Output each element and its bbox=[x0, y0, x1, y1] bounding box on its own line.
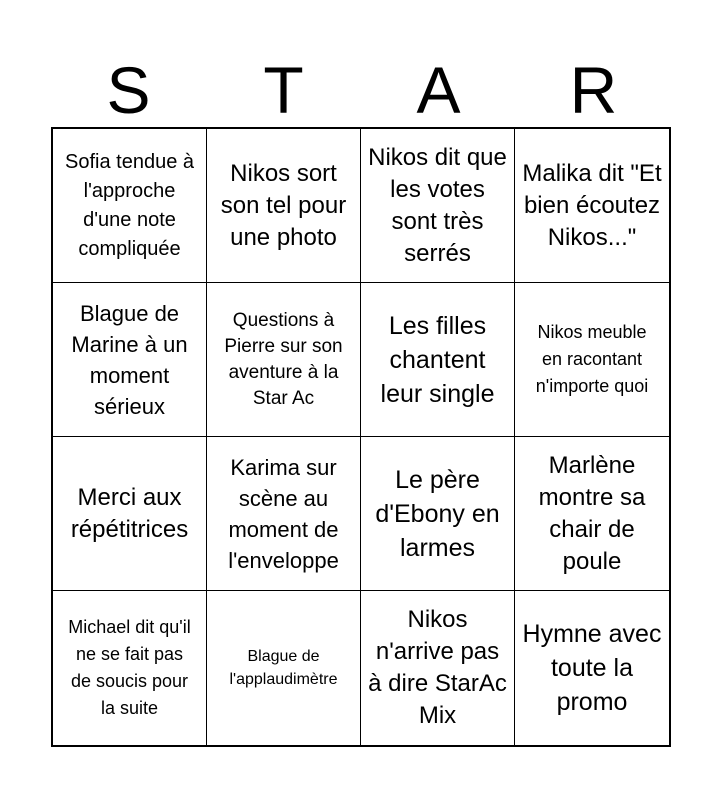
bingo-cell-text: Merci aux répétitrices bbox=[70, 483, 189, 543]
title-letter-a: A bbox=[416, 53, 461, 127]
bingo-cell-7[interactable] bbox=[361, 283, 515, 437]
bingo-cell-text: Le père d'Ebony en larmes bbox=[375, 465, 500, 562]
bingo-cell-10[interactable] bbox=[207, 437, 361, 591]
bingo-cell-4[interactable] bbox=[515, 129, 669, 283]
title-letter-r: R bbox=[569, 53, 618, 127]
bingo-cell-15[interactable] bbox=[361, 591, 515, 745]
bingo-cell-14[interactable] bbox=[207, 591, 361, 745]
bingo-cell-13[interactable] bbox=[53, 591, 207, 745]
bingo-cell-text: Les filles chantent leur single bbox=[380, 311, 495, 408]
bingo-cell-16[interactable] bbox=[515, 591, 669, 745]
bingo-cell-text: Malika dit "Et bien écoutez Nikos..." bbox=[522, 159, 662, 251]
bingo-cell-text: Blague de Marine à un moment sérieux bbox=[71, 300, 188, 419]
bingo-cell-text: Michael dit qu'il ne se fait pas de soucis pour la suite bbox=[68, 617, 191, 718]
bingo-cell-9[interactable] bbox=[53, 437, 207, 591]
bingo-cell-text: Nikos dit que les votes sont très serrés bbox=[368, 143, 507, 267]
bingo-cell-12[interactable] bbox=[515, 437, 669, 591]
bingo-cell-text: Nikos sort son tel pour une photo bbox=[220, 159, 347, 251]
bingo-cell-2[interactable] bbox=[207, 129, 361, 283]
title-letter-t: T bbox=[263, 53, 304, 127]
bingo-cell-text: Karima sur scène au moment de l'enveloppe bbox=[228, 454, 339, 573]
bingo-cell-8[interactable] bbox=[515, 283, 669, 437]
bingo-cell-text: Nikos n'arrive pas à dire StarAc Mix bbox=[368, 606, 507, 729]
bingo-cell-5[interactable] bbox=[53, 283, 207, 437]
bingo-cell-text: Sofia tendue à l'approche d'une note compliquée bbox=[65, 150, 194, 260]
bingo-grid bbox=[51, 127, 671, 747]
bingo-cell-1[interactable] bbox=[53, 129, 207, 283]
bingo-cell-text: Questions à Pierre sur son aventure à la Star Ac bbox=[224, 309, 343, 409]
bingo-cell-text: Hymne avec toute la promo bbox=[522, 620, 662, 716]
bingo-cell-text: Marlène montre sa chair de poule bbox=[538, 451, 646, 575]
bingo-cell-3[interactable] bbox=[361, 129, 515, 283]
bingo-title bbox=[51, 52, 671, 128]
title-letter-s: S bbox=[106, 53, 151, 127]
bingo-cell-text: Nikos meuble en racontant n'importe quoi bbox=[535, 322, 649, 396]
bingo-cell-6[interactable] bbox=[207, 283, 361, 437]
bingo-cell-text: Blague de l'applaudimètre bbox=[229, 648, 338, 688]
bingo-cell-11[interactable] bbox=[361, 437, 515, 591]
